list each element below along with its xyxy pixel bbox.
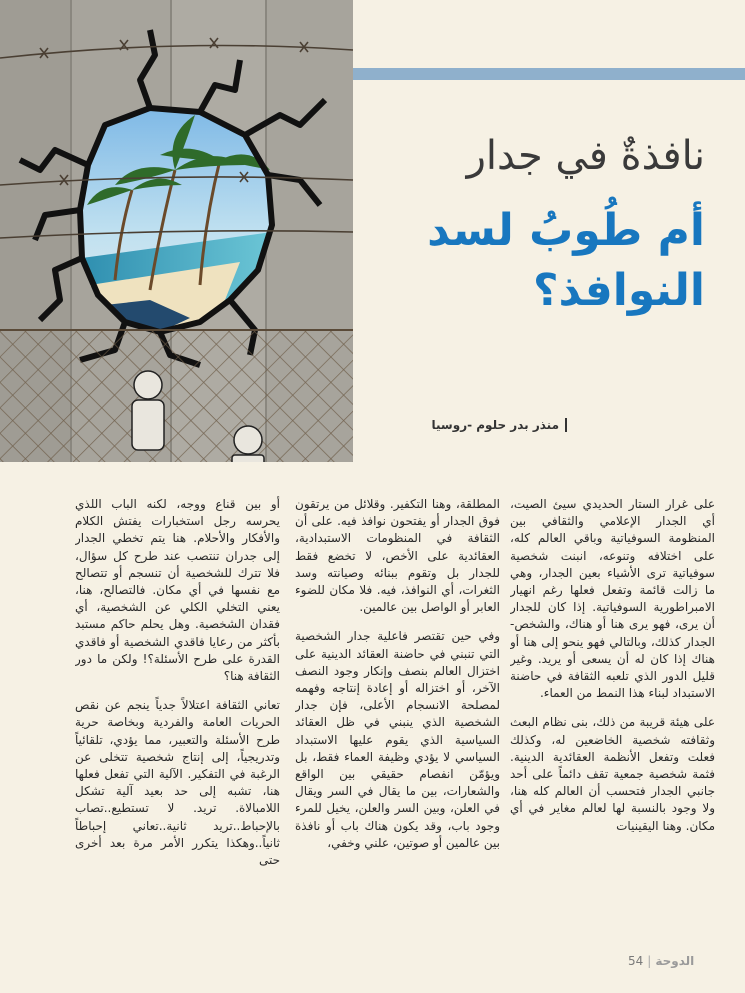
title-line-2: أم طُوبُ لسد <box>427 205 705 256</box>
paragraph: المطلقة، وهنا التكفير. وقلائل من يرتقون فوق الجدار أو يفتحون نوافذ فيه. على أن الثقافة في المنظومات الاستبدادية، العقائدية على الأخص، لا تخضع فقط للجدار بل وتقوم ببنائه وصيانته وسد الثغرات، أي النوافذ، فيه. فلا مكان للضوء العابر أو الواصل بين عالمين. <box>295 497 500 615</box>
footer-separator: | <box>647 954 652 968</box>
author-byline: منذر بدر حلوم -روسيا <box>432 418 567 432</box>
paragraph: على غرار الستار الحديدي سيئ الصيت، أي الجدار الإعلامي والثقافي بين المنظومة السوفياتية وباقي العالم كله، على اختلافه وتنوعه، انبنت شخصية سوفياتية ترى الأشياء بعين الجدار، وهي ما زالت قائمة وتفعل فعلها رغم انهيار الامبراطورية السوفياتية. إذا كان للجدار أن يرى، فهو يرى هنا أو هناك، والشخص-الجدار كذلك، وبالتالي فهو ينحو إلى هنا أو هناك إذا كان له أن يسعى أو يريد. وغير قليل الدور الذي تلعبه الثقافة في حاضنة الاستبداد لبناء هذا النمط من العماء. <box>510 497 715 701</box>
text-column-3 <box>75 496 280 966</box>
magazine-name: الدوحة <box>655 954 695 968</box>
wall-window-photo <box>0 0 353 462</box>
title-line-3: النوافذ؟ <box>533 265 705 316</box>
page-footer <box>628 954 694 968</box>
paragraph: وفي حين تقتصر فاعلية جدار الشخصية التي تنبني في حاضنة العقائد الدينية على اختزال العالم بنصف وإنكار وجود النصف الآخر، أو اختزاله أو إعادة إنتاجه وفهمه لمصلحة الانسجام الأعلى، فإن جدار الشخصية الذي ينبني في ظل العقائد السياسية الذي يقوم عليها الاستبداد السياسي لا يؤدي وظيفة العماء فقط، بل ويؤمّن انفصام حقيقي بين الواقع والشعارات، بين ما يقال في السر ويقال في العلن، وبين السر والعلن، يخيل للمرء وجود باب، وقد يكون هناك باب أو نافذة بين عالمين أو صوتين، علني وخفي، <box>295 629 500 850</box>
paragraph: على هيئة قريبة من ذلك، بنى نظام البعث وثقافته شخصية الخاضعين له، وكذلك فعلت وتفعل الأنظمة العقائدية الدينية. فثمة شخصية جمعية تقف دائماً على أحد جانبي الجدار فتحسب أن العالم كله هنا، ولا وجود بالنسبة لها لعالم مغاير في أي مكان. وهنا اليقينيات <box>510 715 715 833</box>
paragraph: أو بين قناع ووجه، لكنه الباب اللذي يحرسه رجل استخبارات يفتش الكلام والأفكار والأحلام. هنا يتم تخطي الجدار إلى جدران تنتصب عند طرح كل سؤال، فلا تترك للشخصية أن تنسجم أو تتصالح مع نفسها في أي مكان. فالتصالح، هنا، يعني التخلي الكلي عن الشخصية، أي فقدان الشخصية. وهل يحلم حاكم مستبد بأكثر من رعايا فاقدي الشخصية أو فاقدي القدرة على طرح الأسئلة؟! ولكن ما دور الثقافة هنا؟ <box>75 497 280 684</box>
paragraph: تعاني الثقافة اعتلالاً جدياً ينجم عن نقص الحريات العامة والفردية وبخاصة حرية طرح الأسئلة والتعبير، مما يؤدي، تلقائياً وتدريجياً، إلى إنتاج شخصية تتخلى عن الرغبة في التفكير. الآلية التي تفعل فعلها هنا، تشبه إلى حد بعيد آلية تشكل اللامبالاة. تريد. لا تستطيع..تصاب بالإحباط..تريد ثانية..تعاني إحباطاً ثانياً..وهكذا يتكرر الأمر مرة بعد أخرى حتى <box>75 698 280 868</box>
text-column-2 <box>295 496 500 966</box>
page-number: 54 <box>628 954 644 968</box>
title-line-1: نافذةٌ في جدار <box>466 133 705 179</box>
text-column-1 <box>510 496 715 966</box>
header-accent-bar <box>353 68 745 80</box>
